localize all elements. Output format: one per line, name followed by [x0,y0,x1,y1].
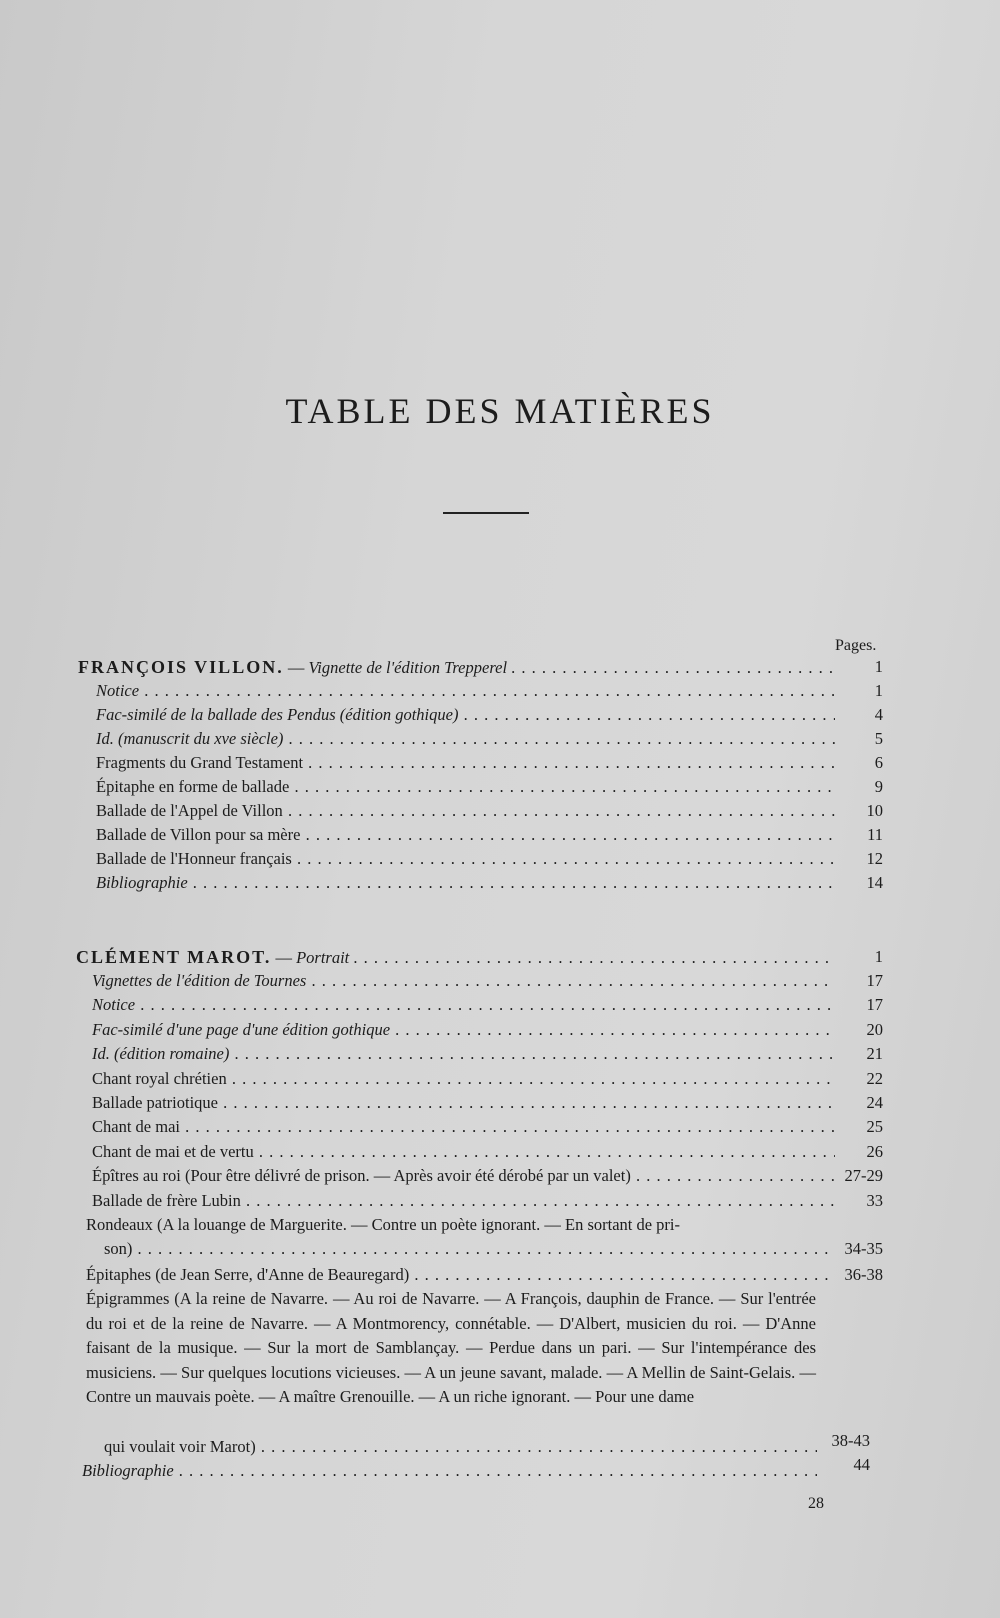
marot-author: CLÉMENT MAROT. [76,947,272,967]
villon-item-page: 6 [874,753,883,772]
villon-item-text: Ballade de l'Honneur français [96,849,292,868]
rondeaux-line-1: Rondeaux (A la louange de Marguerite. — Contre un poète ignorant. — En sortant de pri- [86,1215,680,1234]
villon-item-row [0,703,1000,727]
villon-heading-item: Vignette de l'édition Trepperel [308,658,508,677]
marot-item-row [0,1140,1000,1164]
villon-item-page: 11 [867,825,883,844]
villon-item-row [0,799,1000,823]
marot-item-text: Notice [92,995,136,1015]
rondeaux-row [0,1213,1000,1263]
marot-item-page: 24 [866,1093,883,1112]
villon-item-row [0,871,1000,895]
villon-item-page: 12 [866,849,883,868]
marot-item-row [0,993,1000,1017]
villon-item-row [0,775,1000,799]
villon-item-text: Fragments du Grand Testament [96,753,304,772]
marot-item-row [0,1091,1000,1115]
title-rule [443,512,529,514]
villon-item-text: Ballade de Villon pour sa mère [96,825,301,844]
epigrammes-text: Épigrammes (A la reine de Navarre. — Au roi de Navarre. — A François, dauphin de France. — Sur l'entrée du roi et de la reine de Navarre. — A Montmorency, connétable. — D'Albert, musicien du roi. — D'Anne faisant de la musique. — Sur la mort de Samblançay. — Perdue dans un pari. — Sur l'intempérance des musiciens. — Sur quelques locutions vicieuses. — A un jeune savant, malade. — A Mellin de Saint-Gelais. — Contre un mauvais poète. — A maître Grenouille. — A un riche ignorant. — Pour une dame [86,1289,816,1407]
marot-item-text: Vignettes de l'édition de Tournes [92,971,307,990]
marot-item-row [0,1115,1000,1139]
pages-column-header: Pages. [835,637,877,654]
villon-item-page: 4 [874,705,883,724]
marot-heading-item: Portrait [296,948,350,967]
villon-item-text: Épitaphe en forme de ballade [96,777,290,796]
marot-item-text: Id. (édition romaine) [92,1044,230,1064]
marot-item-row [0,1042,1000,1066]
villon-item-text: Fac-similé de la ballade des Pendus (édition gothique) [96,705,459,724]
villon-item-text: Id. (manuscrit du xve siècle) [96,729,284,748]
marot-heading-page: 1 [874,947,883,966]
villon-item-page: 9 [874,777,883,796]
villon-item-text: Bibliographie [96,873,188,892]
villon-item-text: Notice [96,681,140,700]
marot-item-text: Épîtres au roi (Pour être délivré de prison. — Après avoir été dérobé par un valet) [92,1166,631,1186]
epigrammes-last-row [0,1431,1000,1459]
marot-heading-row [0,945,1000,969]
epitaphes-row [0,1263,1000,1287]
page-title: TABLE DES MATIÈRES [285,391,715,431]
marot-item-page: 17 [866,995,883,1015]
marot-item-row [0,1067,1000,1091]
villon-item-row [0,823,1000,847]
marot-item-text: Ballade de frère Lubin [92,1190,241,1210]
marot-item-page: 33 [866,1190,883,1210]
epitaphes-text: Épitaphes (de Jean Serre, d'Anne de Beauregard) [86,1265,410,1284]
marot-item-page: 21 [866,1044,883,1064]
marot-item-page: 25 [866,1117,883,1137]
villon-author: FRANÇOIS VILLON. [78,657,284,677]
villon-heading-page: 1 [874,657,883,676]
marot-item-text: Chant de mai et de vertu [92,1141,254,1161]
marot-bibliographie-text: Bibliographie [82,1461,174,1480]
marot-bibliographie-page: 44 [853,1455,870,1474]
marot-item-text: Fac-similé d'une page d'une édition gothique [92,1019,391,1039]
marot-item-page: 26 [866,1141,883,1161]
villon-item-page: 14 [866,873,883,892]
marot-item-text: Chant royal chrétien [92,1068,227,1088]
marot-item-row [0,969,1000,993]
marot-item-text: Chant de mai [92,1117,180,1137]
page-number: 28 [808,1495,824,1512]
marot-item-row [0,1189,1000,1213]
marot-item-page: 22 [866,1068,883,1088]
marot-item-page: 17 [866,971,883,990]
villon-dash: — [283,658,309,677]
epigrammes-page: 38-43 [831,1431,870,1450]
villon-item-row [0,751,1000,775]
villon-item-row [0,727,1000,751]
epitaphes-page: 36-38 [844,1265,883,1284]
epigrammes-paragraph [86,1287,816,1410]
epigrammes-last-text: qui voulait voir Marot) [104,1437,256,1456]
marot-item-page: 27-29 [844,1166,883,1186]
villon-item-page: 5 [874,729,883,748]
villon-item-row [0,679,1000,703]
marot-item-row [0,1018,1000,1042]
rondeaux-page: 34-35 [844,1239,883,1258]
marot-dash: — [271,948,297,967]
villon-item-page: 10 [866,801,883,820]
villon-item-text: Ballade de l'Appel de Villon [96,801,283,820]
marot-item-page: 20 [866,1019,883,1039]
marot-item-text: Ballade patriotique [92,1093,218,1112]
villon-item-page: 1 [874,681,883,700]
villon-item-row [0,847,1000,871]
marot-bibliographie-row [0,1455,1000,1483]
villon-heading-row [0,655,1000,679]
rondeaux-line-2: son) . . . [104,1237,830,1261]
marot-item-row [0,1164,1000,1188]
